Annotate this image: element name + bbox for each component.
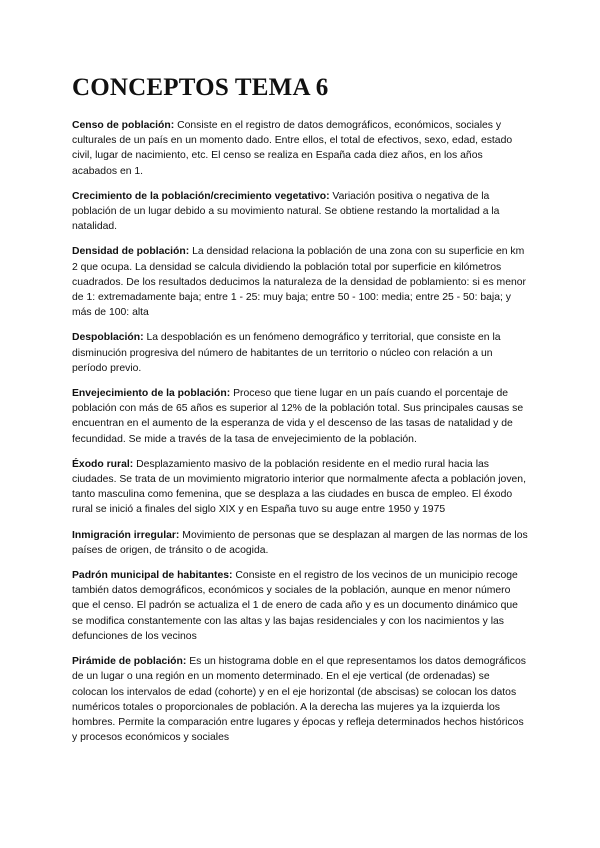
concept-definition: Consiste en el registro de datos demográficos, económicos, sociales y culturales de un país en un momento dado. Entre ellos, el total de efectivos, sexo, edad, estado civil, lugar de nacimiento, etc. El censo se realiza en España cada diez años, en los años acabados en 1. [72,120,513,177]
concept-definition: Es un histograma doble en el que representamos los datos demográficos de un lugar o una región en un momento determinado. En el eje vertical (de ordenadas) se colocan los intervalos de edad (cohorte) y en el eje horizontal (de abscisas) se colocan los datos numéricos totales o proporcionales de población. A la derecha las mujeres ya la izquierda los hombres. Permite la comparación entre lugares y épocas y refleja determinados hechos históricos y procesos económicos y sociales [72,656,526,744]
concept-entry [72,189,528,235]
concept-definition: Variación positiva o negativa de la población de un lugar debido a su movimiento natural. Se obtiene restando la mortalidad a la natalidad. [72,190,500,233]
concept-definition: Consiste en el registro de los vecinos de un municipio recoge también datos demográficos, económicos y sociales de la población, aunque en menor número que el censo. El padrón se actualiza el 1 de enero de cada año y es un documento dinámico que se modifica constantemente con las altas y las bajas residenciales y con los nacimientos y las defunciones de los vecinos [72,570,518,642]
concept-definition: Proceso que tiene lugar en un país cuando el porcentaje de población con más de 65 años es superior al 12% de la población total. Sus principales causas se encuentran en el aumento de la esperanza de vida y el descenso de las tasas de natalidad y de fecundidad. Se mide a través de la tasa de envejecimiento de la población. [72,388,524,445]
concept-term: Inmigración irregular: [72,529,180,541]
concept-definition: La densidad relaciona la población de una zona con su superficie en km 2 que ocupa. La densidad se calcula dividiendo la población total por superficie en kilómetros cuadrados. De los resultados deducimos la naturaleza de la densidad de poblamiento: si es menor de 1: extremadamente baja; entre 1 - 25: muy baja; entre 50 - 100: media; entre 25 - 50: baja; y más de 100: alta [72,246,526,319]
concept-term: Censo de población: [72,120,175,131]
concept-definition: La despoblación es un fenómeno demográfico y territorial, que consiste en la disminución progresiva del número de habitantes de un territorio o núcleo con relación a un período previo. [72,332,501,374]
concept-entry [72,244,528,320]
concept-term: Despoblación: [72,332,144,344]
concept-entry [72,118,528,179]
concept-term: Crecimiento de la población/crecimiento vegetativo: [72,190,330,202]
concept-entry [72,457,528,518]
document-page [72,72,528,755]
concept-definition: Movimiento de personas que se desplazan al margen de las normas de los países de origen, de tránsito o de acogida. [72,529,528,556]
concept-term: Envejecimiento de la población: [72,388,231,400]
concept-term: Éxodo rural: [72,458,134,470]
concept-term: Pirámide de población: [72,656,187,668]
concept-entry [72,528,528,558]
concept-entry [72,330,528,376]
document-title: CONCEPTOS TEMA 6 [72,74,329,101]
concept-entry [72,654,528,745]
concept-definition: Desplazamiento masivo de la población residente en el medio rural hacia las ciudades. Se trata de un movimiento migratorio interior que normalmente afecta a población joven, tanto masculina como femenina, que se desplaza a las ciudades en busca de empleo. El éxodo rural se inició a finales del siglo XIX y en España tuvo su auge entre 1950 y 1975 [72,458,526,516]
concept-entry [72,386,528,447]
concept-term: Densidad de población: [72,246,190,258]
concept-entry [72,568,528,644]
concept-term: Padrón municipal de habitantes: [72,570,233,582]
